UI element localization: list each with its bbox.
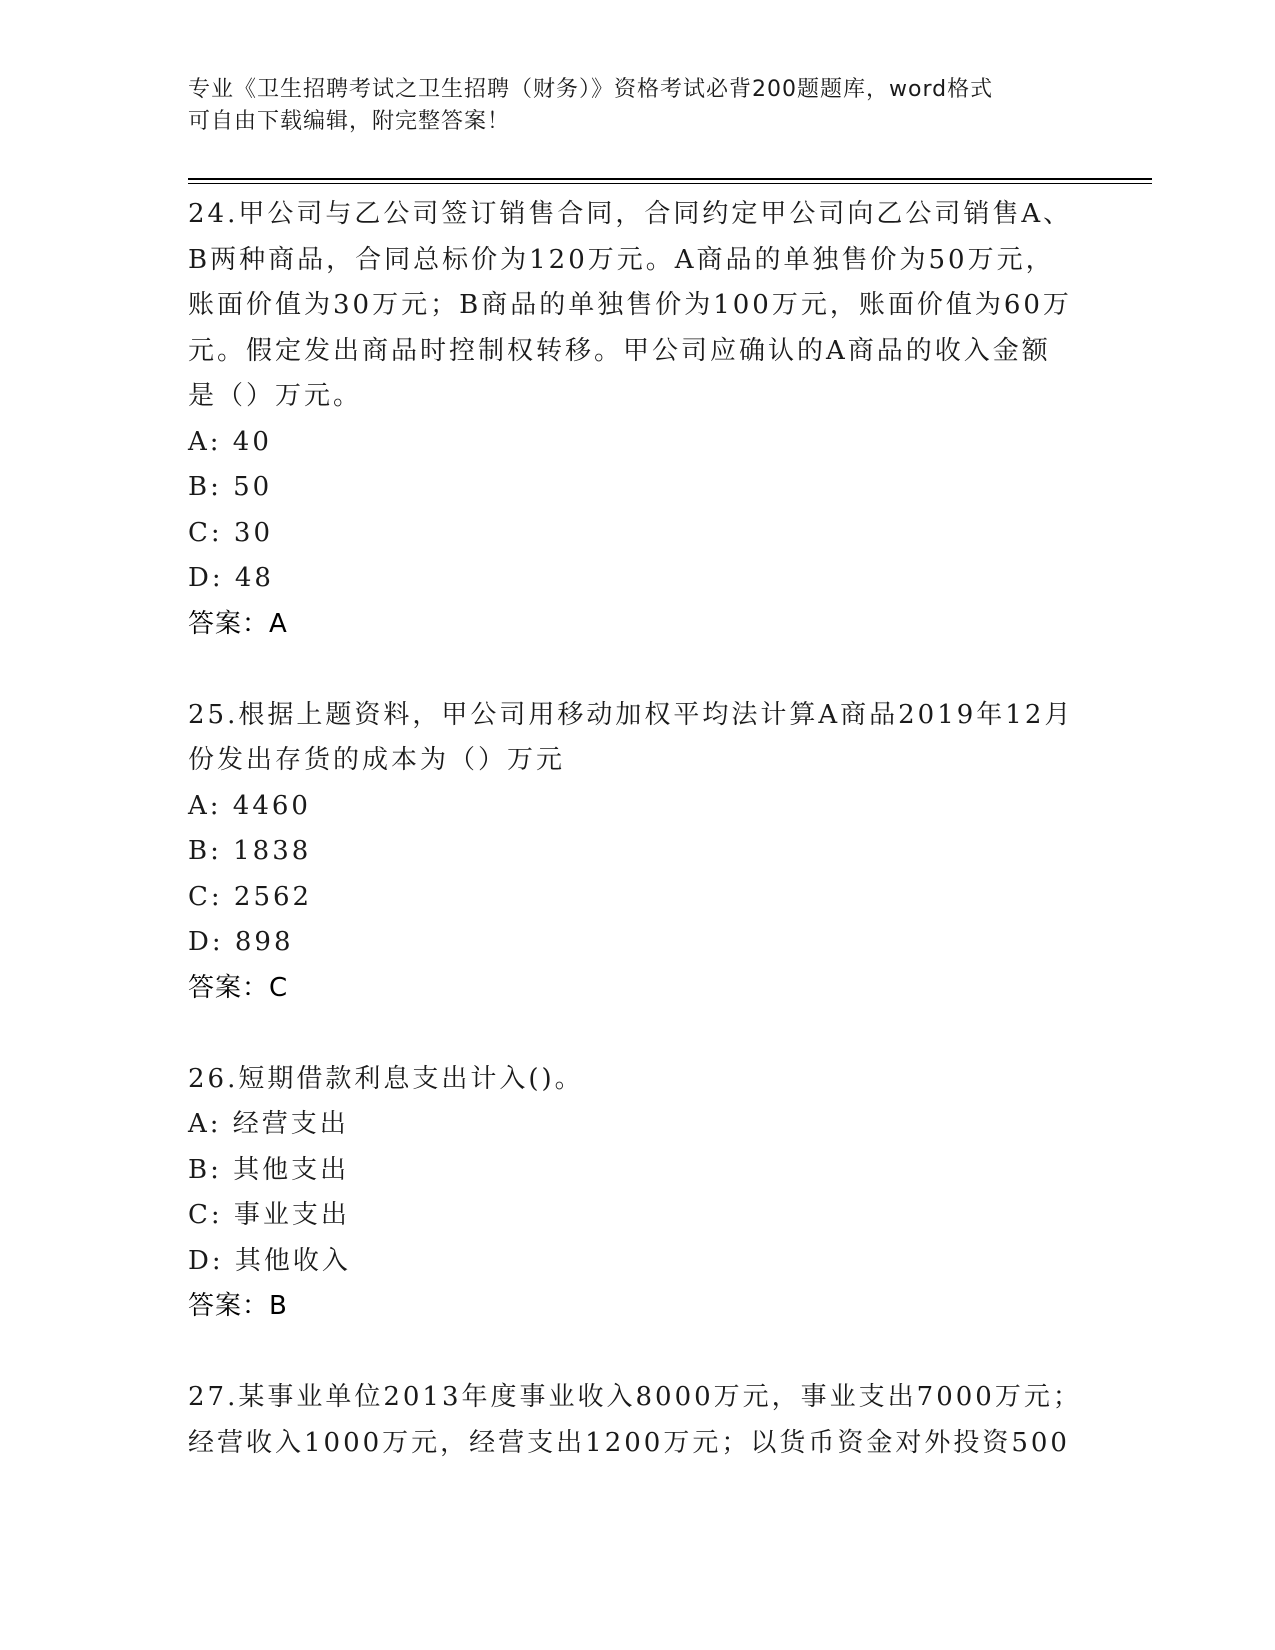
option-a: A: 经营支出 <box>188 1109 349 1139</box>
answer: 答案：B <box>188 1291 288 1321</box>
spacer <box>188 1011 1088 1057</box>
answer: 答案：A <box>188 608 288 639</box>
spacer <box>188 1330 1088 1376</box>
question-text-line: 经营收入1000万元，经营支出1200万元；以货币资金对外投资500 <box>188 1427 1070 1458</box>
question-text-line: 元。假定发出商品时控制权转移。甲公司应确认的A商品的收入金额 <box>188 335 1051 366</box>
question-24 <box>188 192 1088 647</box>
option-d: D: 48 <box>188 563 274 593</box>
option-a: A: 4460 <box>188 790 311 821</box>
header-divider-thin <box>188 183 1152 184</box>
header-line-2: 可自由下载编辑，附完整答案！ <box>188 109 511 134</box>
option-c: C: 事业支出 <box>188 1200 350 1230</box>
question-text-line: 是（）万元。 <box>188 381 363 411</box>
option-c: C: 30 <box>188 517 274 548</box>
spacer <box>188 647 1088 693</box>
question-text-line: 25.根据上题资料，甲公司用移动加权平均法计算A商品2019年12月 <box>188 699 1074 730</box>
header-divider-thick <box>188 178 1152 180</box>
question-text-line: 26.短期借款利息支出计入()。 <box>188 1063 584 1094</box>
question-text-line: 份发出存货的成本为（）万元 <box>188 745 566 775</box>
answer: 答案：C <box>188 972 289 1003</box>
option-a: A: 40 <box>188 426 272 457</box>
question-26 <box>188 1057 1088 1330</box>
question-25 <box>188 693 1088 1012</box>
question-text-line: 账面价值为30万元；B商品的单独售价为100万元，账面价值为60万 <box>188 290 1072 320</box>
option-b: B: 50 <box>188 472 273 502</box>
option-d: D: 其他收入 <box>188 1245 351 1276</box>
question-list <box>188 192 1088 1466</box>
document-header <box>188 74 1068 138</box>
question-27 <box>188 1375 1088 1466</box>
option-c: C: 2562 <box>188 881 313 912</box>
question-text-line: 27.某事业单位2013年度事业收入8000万元，事业支出7000万元； <box>188 1382 1082 1412</box>
option-d: D: 898 <box>188 927 294 957</box>
header-line-1: 专业《卫生招聘考试之卫生招聘（财务）》资格考试必背200题题库，word格式 <box>188 77 994 102</box>
option-b: B: 1838 <box>188 836 312 866</box>
question-text-line: B两种商品，合同总标价为120万元。A商品的单独售价为50万元， <box>188 244 1055 275</box>
question-text-line: 24.甲公司与乙公司签订销售合同，合同约定甲公司向乙公司销售A、 <box>188 199 1073 229</box>
option-b: B: 其他支出 <box>188 1154 350 1185</box>
